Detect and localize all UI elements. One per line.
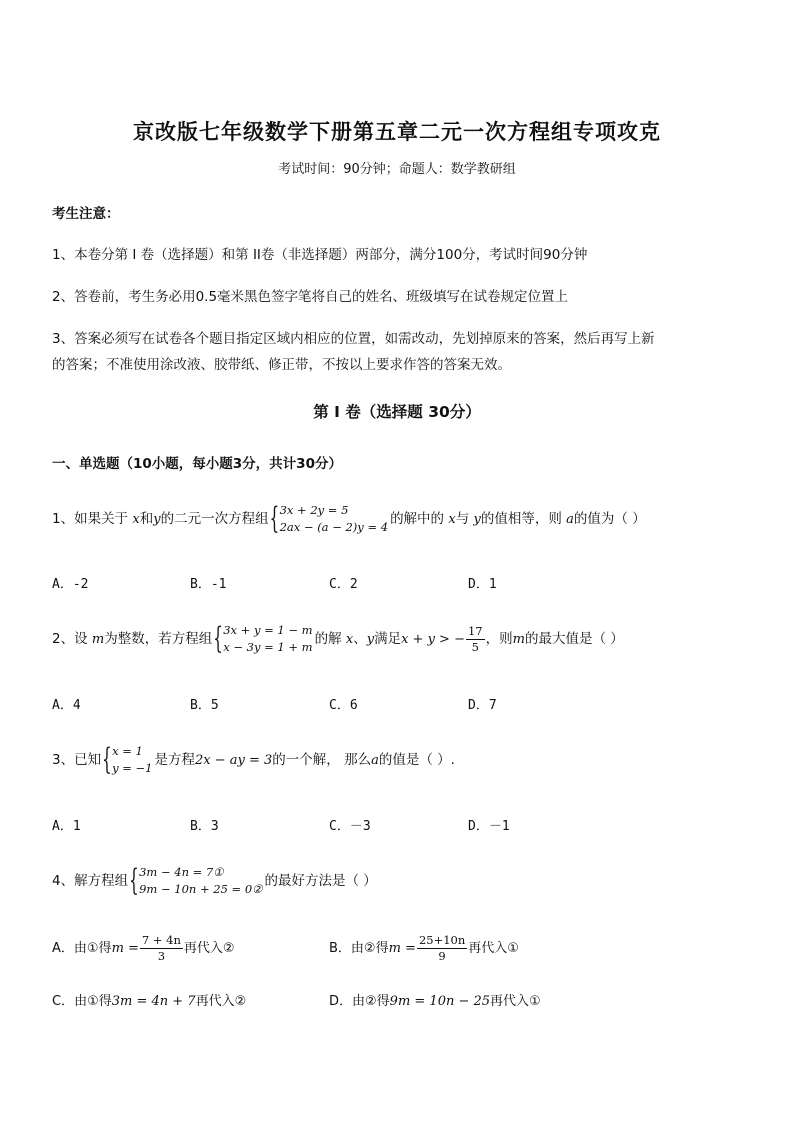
notice-item-2: 2、答卷前，考生务必用0.5毫米黑色签字笔将自己的姓名、班级填写在试卷规定位置上 <box>52 289 569 305</box>
page-title: 京改版七年级数学下册第五章二元一次方程组专项攻克 <box>133 119 661 144</box>
exam-subtitle: 考试时间：90分钟；命题人：数学教研组 <box>278 162 516 177</box>
section-title: 第 I 卷（选择题 30分） <box>313 403 481 421</box>
equation-system: { 3x + 2y = 5 2ax − (a − 2)y = 4 <box>269 500 389 536</box>
q2-option-c: C．6 <box>329 698 358 713</box>
solution-system: { x = 1 y = −1 <box>102 741 153 777</box>
question-3: 3、已知 { x = 1 y = −1 是方程2x − ay = 3的一个解， 那么a的值是（ ）. <box>52 741 455 777</box>
notice-item-1: 1、本卷分第 I 卷（选择题）和第 II卷（非选择题）两部分，满分100分，考试时间90分钟 <box>52 247 588 263</box>
q1-option-a: A．-2 <box>52 577 89 592</box>
part-heading: 一、单选题（10小题，每小题3分，共计30分） <box>52 456 342 472</box>
fraction: $\frac{25+10n}{9}$ <box>418 933 466 963</box>
notice-heading: 考生注意： <box>52 206 120 222</box>
notice-item-3-line-1: 3、答案必须写在试卷各个题目指定区域内相应的位置，如需改动，先划掉原来的答案，然后再写上新 <box>52 331 655 347</box>
question-4: 4、解方程组 { 3m − 4n = 7① 9m − 10n + 25 = 0② 的最好方法是（ ） <box>52 862 377 898</box>
fraction: $\frac{17}{5}$ <box>467 623 483 654</box>
q4-option-c: C．由①得3m = 4n + 7再代入② <box>52 994 247 1009</box>
equation-system: { 3m − 4n = 7① 9m − 10n + 25 = 0② <box>129 862 263 898</box>
q4-option-d: D．由②得9m = 10n − 25再代入① <box>329 994 541 1009</box>
notice-item-3-line-2: 的答案；不准使用涂改液、胶带纸、修正带，不按以上要求作答的答案无效。 <box>52 357 511 373</box>
q3-option-c: C．－3 <box>329 819 371 834</box>
q4-option-a: A．由①得m = $\frac{7 + 4n}{3}$ 再代入② <box>52 933 235 963</box>
q2-option-b: B．5 <box>190 698 219 713</box>
q1-option-b: B．-1 <box>190 577 227 592</box>
q2-option-a: A．4 <box>52 698 81 713</box>
question-1: 1、如果关于 x和y的二元一次方程组 { 3x + 2y = 5 2ax − (a − 2)y = 4 的解中的 x与 y的值相等，则 a的值为（ ） <box>52 500 646 536</box>
q2-option-d: D．7 <box>468 698 497 713</box>
q1-option-d: D．1 <box>468 577 497 592</box>
q3-option-a: A．1 <box>52 819 81 834</box>
q1-option-c: C．2 <box>329 577 358 592</box>
question-2: 2、设 m为整数，若方程组 { 3x + y = 1 − m x − 3y = 1 + m 的解 x、y满足x + y > − $\frac{17}{5}$ ，则m的最大值是（ ） <box>52 620 624 656</box>
q3-option-b: B．3 <box>190 819 219 834</box>
q4-option-b: B．由②得m = $\frac{25+10n}{9}$ 再代入① <box>329 933 519 963</box>
q3-option-d: D．－1 <box>468 819 510 834</box>
fraction: $\frac{7 + 4n}{3}$ <box>141 933 181 963</box>
equation-system: { 3x + y = 1 − m x − 3y = 1 + m <box>213 620 313 656</box>
